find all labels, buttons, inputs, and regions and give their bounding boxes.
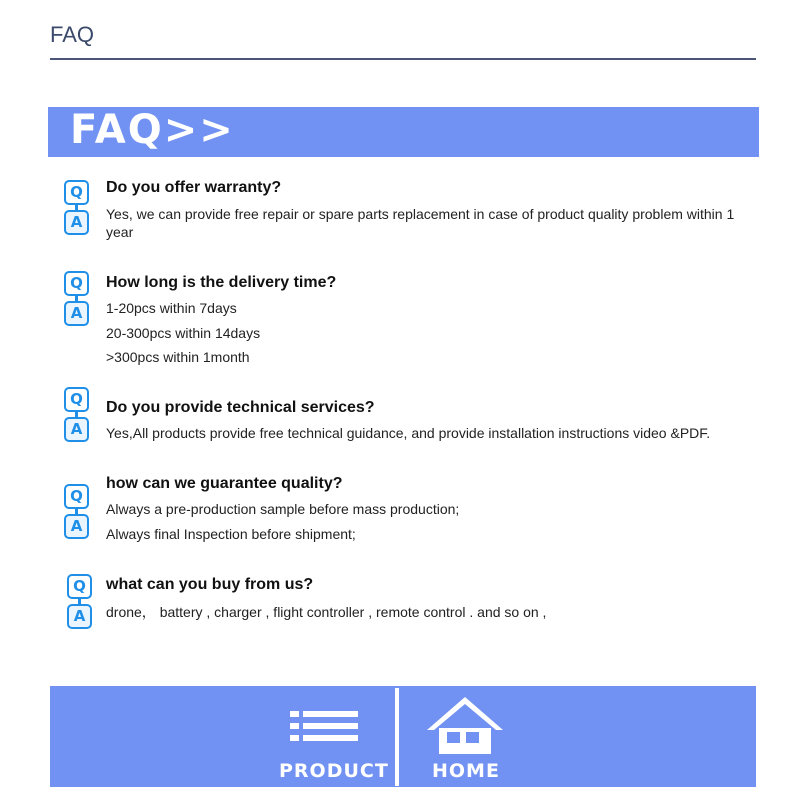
answer-badge-icon: A — [64, 301, 89, 326]
banner-title: FAQ>> — [70, 107, 235, 153]
faq-answer-line: Yes, we can provide free repair or spare parts replacement in case of product quality problem within 1 — [106, 206, 735, 222]
faq-banner — [48, 107, 759, 157]
faq-answer-line: drone， battery , charger , flight controller , remote control . and so on , — [106, 604, 547, 620]
faq-question: how can we guarantee quality? — [106, 475, 343, 492]
faq-question: Do you provide technical services? — [106, 399, 375, 416]
question-badge-icon: Q — [64, 484, 89, 509]
faq-question: Do you offer warranty? — [106, 179, 282, 196]
faq-answer-line: Always a pre-production sample before mass production; — [106, 501, 460, 517]
home-button[interactable] — [420, 686, 520, 787]
product-button[interactable] — [275, 686, 389, 787]
faq-answer-line: >300pcs within 1month — [106, 349, 250, 365]
question-badge-icon: Q — [64, 271, 89, 296]
faq-answer-line: Yes,All products provide free technical guidance, and provide installation instructions video &PDF. — [106, 425, 711, 441]
faq-answer-line: 1-20pcs within 7days — [106, 300, 237, 316]
title-divider — [50, 58, 756, 60]
faq-answer-line: Always final Inspection before shipment; — [106, 526, 356, 542]
answer-badge-icon: A — [64, 417, 89, 442]
faq-answer-line: year — [106, 224, 134, 240]
faq-answer-line: 20-300pcs within 14days — [106, 325, 261, 341]
home-icon — [425, 694, 505, 754]
answer-badge-icon: A — [67, 604, 92, 629]
list-icon — [290, 708, 370, 758]
question-badge-icon: Q — [64, 387, 89, 412]
page-title: FAQ — [50, 22, 95, 47]
product-label: PRODUCT — [279, 760, 389, 782]
footer-divider — [395, 688, 399, 786]
question-badge-icon: Q — [64, 180, 89, 205]
question-badge-icon: Q — [67, 574, 92, 599]
faq-question: what can you buy from us? — [106, 576, 314, 593]
faq-question: How long is the delivery time? — [106, 274, 337, 291]
home-label: HOME — [432, 760, 500, 782]
footer-nav — [50, 686, 756, 787]
answer-badge-icon: A — [64, 210, 89, 235]
answer-badge-icon: A — [64, 514, 89, 539]
